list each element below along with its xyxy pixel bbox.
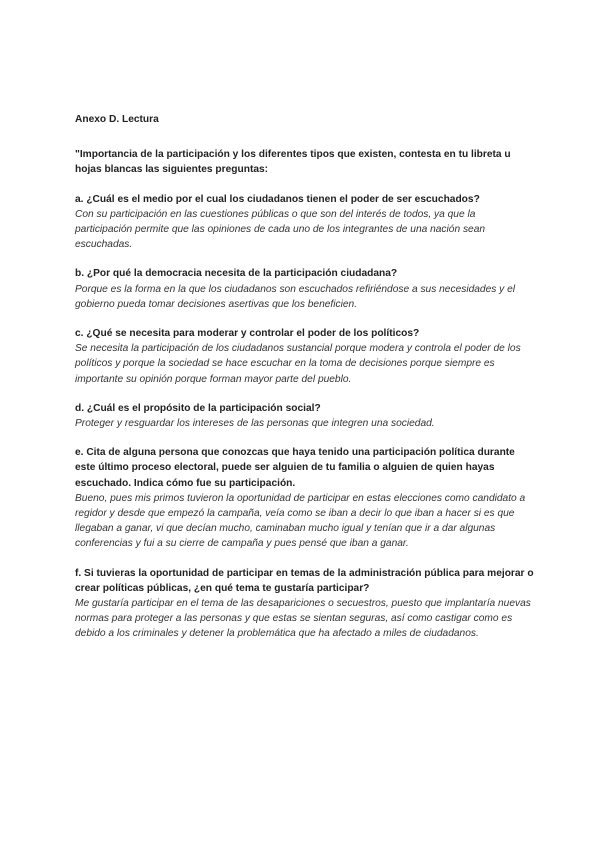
- question-b: b. ¿Por qué la democracia necesita de la participación ciudadana?: [75, 268, 398, 280]
- question-f: f. Si tuvieras la oportunidad de participar en temas de la administración pública para mejorar o crear políticas públicas, ¿en qué tema te gustaría participar?: [75, 567, 534, 594]
- question-d: d. ¿Cuál es el propósito de la participación social?: [75, 402, 321, 414]
- answer-a: Con su participación en las cuestiones públicas o que son del interés de todos, ya que la participación permite que las opiniones de cada uno de los integrantes de una nación sean escuchadas.: [75, 208, 486, 251]
- document-intro: "Importancia de la participación y los diferentes tipos que existen, contesta en tu libreta u hojas blancas las siguientes preguntas:: [75, 149, 511, 176]
- answer-f: Me gustaría participar en el tema de las desapariciones o secuestros, puesto que implantaría nuevas normas para proteger a las personas y que estas se sientan seguras, así como castigar como es debido a los criminales y detener la problemática que ha afectado a miles de ciudadanos.: [75, 598, 531, 640]
- qa-item-b: [75, 266, 535, 312]
- answer-d: Proteger y resguardar los intereses de las personas que integren una sociedad.: [75, 418, 435, 430]
- qa-item-f: [75, 566, 535, 642]
- qa-item-c: [75, 326, 535, 387]
- question-a: a. ¿Cuál es el medio por el cual los ciudadanos tienen el poder de ser escuchados?: [75, 193, 480, 205]
- answer-e: Bueno, pues mis primos tuvieron la oportunidad de participar en estas elecciones como candidato a regidor y desde que empezó la campaña, veía como se iban a decir lo que iban a hacer si es que llegaban a ganar, vi que decían mucho, caminaban mucho igual y tenían que ir a dar algunas conferencias y fui a su cierre de campaña y pues pensé que iban a ganar.: [75, 492, 526, 550]
- question-e: e. Cita de alguna persona que conozcas que haya tenido una participación política durante este último proceso electoral, puede ser alguien de tu familia o alguien de quien hayas escuchado. Indica cómo fue su participación.: [75, 447, 515, 489]
- qa-item-a: [75, 192, 535, 253]
- question-c: c. ¿Qué se necesita para moderar y controlar el poder de los políticos?: [75, 328, 420, 340]
- answer-b: Porque es la forma en la que los ciudadanos son escuchados refiriéndose a sus necesidades y el gobierno pueda tomar decisiones asertivas que los beneficien.: [75, 283, 516, 310]
- answer-c: Se necesita la participación de los ciudadanos sustancial porque modera y controla el poder de los políticos y porque la sociedad se hace escuchar en la toma de decisiones porque siempre es importante su opinión porque forman mayor parte del pueblo.: [75, 343, 521, 385]
- qa-item-e: [75, 445, 535, 551]
- qa-item-d: [75, 401, 535, 431]
- document-heading: Anexo D. Lectura: [75, 114, 159, 125]
- document-content: [75, 112, 535, 642]
